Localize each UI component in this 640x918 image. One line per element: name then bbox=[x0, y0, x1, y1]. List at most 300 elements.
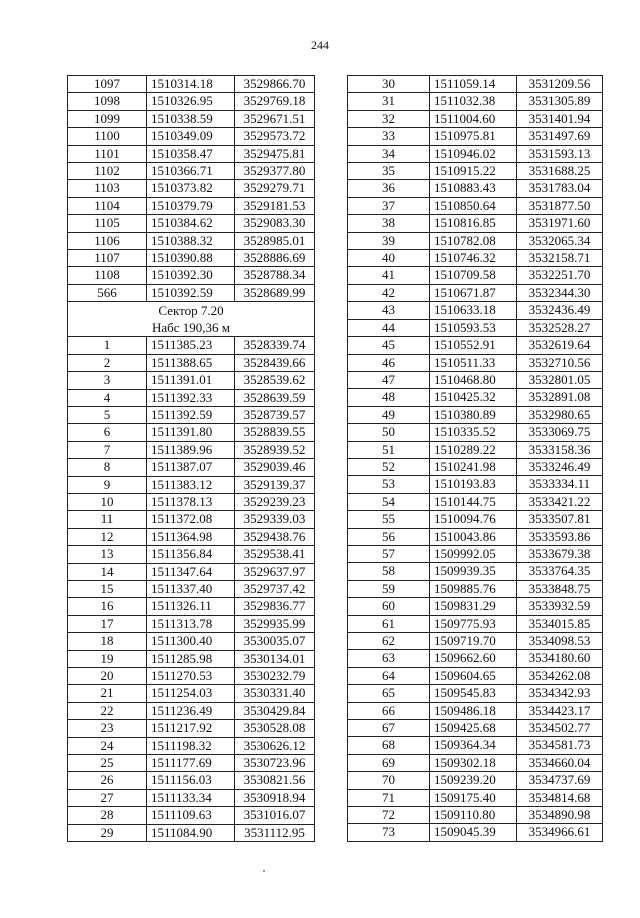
table-row bbox=[348, 789, 603, 806]
coord-x-cell: 1511378.13 bbox=[147, 493, 235, 510]
coord-y-cell: 3529935.99 bbox=[235, 615, 315, 632]
coord-y-cell: 3531016.07 bbox=[235, 807, 315, 824]
point-number-cell: 21 bbox=[68, 685, 147, 702]
coord-y-cell: 3530331.40 bbox=[235, 685, 315, 702]
coord-y-cell: 3531593.13 bbox=[517, 145, 603, 162]
coord-x-cell: 1510511.33 bbox=[430, 354, 517, 371]
coord-y-cell: 3529866.70 bbox=[235, 76, 315, 93]
point-number-cell: 34 bbox=[348, 145, 430, 162]
coord-y-cell: 3528985.01 bbox=[235, 232, 315, 249]
table-row bbox=[68, 284, 315, 301]
table-row bbox=[348, 337, 603, 354]
point-number-cell: 1101 bbox=[68, 145, 147, 162]
coord-y-cell: 3532251.70 bbox=[517, 267, 603, 284]
table-row bbox=[348, 807, 603, 824]
coord-y-cell: 3534423.17 bbox=[517, 702, 603, 719]
coord-y-cell: 3531112.95 bbox=[235, 824, 315, 841]
coord-y-cell: 3529279.71 bbox=[235, 180, 315, 197]
section-subtitle: Набс 190,36 м bbox=[151, 320, 231, 336]
coord-x-cell: 1511383.12 bbox=[147, 476, 235, 493]
coord-y-cell: 3533507.81 bbox=[517, 511, 603, 528]
table-row bbox=[68, 406, 315, 423]
table-row bbox=[348, 545, 603, 562]
coord-y-cell: 3532619.64 bbox=[517, 337, 603, 354]
left-table-rows-before bbox=[68, 76, 315, 302]
point-number-cell: 68 bbox=[348, 737, 430, 754]
point-number-cell: 30 bbox=[348, 76, 430, 93]
coord-x-cell: 1511387.07 bbox=[147, 459, 235, 476]
coord-y-cell: 3529538.41 bbox=[235, 546, 315, 563]
point-number-cell: 2 bbox=[68, 354, 147, 371]
coord-x-cell: 1511347.64 bbox=[147, 563, 235, 580]
point-number-cell: 55 bbox=[348, 511, 430, 528]
coord-x-cell: 1511300.40 bbox=[147, 633, 235, 650]
coord-y-cell: 3534737.69 bbox=[517, 772, 603, 789]
coord-x-cell: 1510241.98 bbox=[430, 458, 517, 475]
coord-y-cell: 3531497.69 bbox=[517, 128, 603, 145]
coord-x-cell: 1510335.52 bbox=[430, 424, 517, 441]
coord-x-cell: 1511391.01 bbox=[147, 372, 235, 389]
coord-x-cell: 1510366.71 bbox=[147, 163, 235, 180]
point-number-cell: 566 bbox=[68, 284, 147, 301]
point-number-cell: 51 bbox=[348, 441, 430, 458]
coord-y-cell: 3528689.99 bbox=[235, 284, 315, 301]
point-number-cell: 1104 bbox=[68, 197, 147, 214]
table-row bbox=[68, 789, 315, 806]
table-row bbox=[68, 389, 315, 406]
coord-x-cell: 1511254.03 bbox=[147, 685, 235, 702]
coord-x-cell: 1510975.81 bbox=[430, 128, 517, 145]
table-row bbox=[68, 528, 315, 545]
table-row bbox=[348, 389, 603, 406]
point-number-cell: 33 bbox=[348, 128, 430, 145]
point-number-cell: 40 bbox=[348, 250, 430, 267]
table-row bbox=[68, 197, 315, 214]
point-number-cell: 1103 bbox=[68, 180, 147, 197]
point-number-cell: 66 bbox=[348, 702, 430, 719]
coord-y-cell: 3532710.56 bbox=[517, 354, 603, 371]
coord-x-cell: 1511392.33 bbox=[147, 389, 235, 406]
point-number-cell: 1108 bbox=[68, 267, 147, 284]
coord-y-cell: 3533593.86 bbox=[517, 528, 603, 545]
table-row bbox=[348, 702, 603, 719]
table-row bbox=[68, 145, 315, 162]
coord-x-cell: 1510358.47 bbox=[147, 145, 235, 162]
table-row bbox=[348, 371, 603, 388]
coord-x-cell: 1510850.64 bbox=[430, 197, 517, 214]
table-row bbox=[348, 424, 603, 441]
coord-x-cell: 1509604.65 bbox=[430, 667, 517, 684]
point-number-cell: 46 bbox=[348, 354, 430, 371]
point-number-cell: 15 bbox=[68, 580, 147, 597]
coord-y-cell: 3534342.93 bbox=[517, 685, 603, 702]
table-row bbox=[348, 302, 603, 319]
table-row bbox=[348, 598, 603, 615]
point-number-cell: 63 bbox=[348, 650, 430, 667]
coord-x-cell: 1511385.23 bbox=[147, 337, 235, 354]
point-number-cell: 23 bbox=[68, 720, 147, 737]
point-number-cell: 9 bbox=[68, 476, 147, 493]
coord-y-cell: 3534180.60 bbox=[517, 650, 603, 667]
point-number-cell: 56 bbox=[348, 528, 430, 545]
point-number-cell: 52 bbox=[348, 458, 430, 475]
coord-x-cell: 1510671.87 bbox=[430, 284, 517, 301]
coord-x-cell: 1510425.32 bbox=[430, 389, 517, 406]
point-number-cell: 19 bbox=[68, 650, 147, 667]
coord-x-cell: 1510709.58 bbox=[430, 267, 517, 284]
coord-y-cell: 3532344.30 bbox=[517, 284, 603, 301]
coord-y-cell: 3529475.81 bbox=[235, 145, 315, 162]
table-row bbox=[348, 163, 603, 180]
table-row bbox=[68, 580, 315, 597]
coord-y-cell: 3528839.55 bbox=[235, 424, 315, 441]
table-row bbox=[68, 163, 315, 180]
coord-x-cell: 1509775.93 bbox=[430, 615, 517, 632]
coord-y-cell: 3531305.89 bbox=[517, 93, 603, 110]
coord-x-cell: 1510883.43 bbox=[430, 180, 517, 197]
table-row bbox=[68, 598, 315, 615]
coord-y-cell: 3530918.94 bbox=[235, 789, 315, 806]
coord-x-cell: 1511236.49 bbox=[147, 702, 235, 719]
table-row bbox=[68, 755, 315, 772]
table-row bbox=[348, 180, 603, 197]
table-row bbox=[68, 772, 315, 789]
section-header-row bbox=[68, 302, 315, 337]
table-row bbox=[348, 580, 603, 597]
coord-y-cell: 3533764.35 bbox=[517, 563, 603, 580]
coord-x-cell: 1510043.86 bbox=[430, 528, 517, 545]
coord-x-cell: 1509425.68 bbox=[430, 720, 517, 737]
table-row bbox=[68, 267, 315, 284]
point-number-cell: 1106 bbox=[68, 232, 147, 249]
table-row bbox=[348, 633, 603, 650]
coord-x-cell: 1509939.35 bbox=[430, 563, 517, 580]
point-number-cell: 67 bbox=[348, 720, 430, 737]
coord-y-cell: 3529836.77 bbox=[235, 598, 315, 615]
coord-x-cell: 1510094.76 bbox=[430, 511, 517, 528]
page-number: 244 bbox=[311, 38, 329, 52]
point-number-cell: 59 bbox=[348, 580, 430, 597]
coord-y-cell: 3534262.08 bbox=[517, 667, 603, 684]
point-number-cell: 5 bbox=[68, 406, 147, 423]
point-number-cell: 6 bbox=[68, 424, 147, 441]
point-number-cell: 1098 bbox=[68, 93, 147, 110]
coord-y-cell: 3531401.94 bbox=[517, 110, 603, 127]
coord-x-cell: 1510392.30 bbox=[147, 267, 235, 284]
coord-y-cell: 3528339.74 bbox=[235, 337, 315, 354]
point-number-cell: 69 bbox=[348, 754, 430, 771]
table-row bbox=[348, 215, 603, 232]
coord-y-cell: 3533932.59 bbox=[517, 598, 603, 615]
coord-y-cell: 3529181.53 bbox=[235, 197, 315, 214]
coord-y-cell: 3533334.11 bbox=[517, 476, 603, 493]
coord-x-cell: 1511337.40 bbox=[147, 580, 235, 597]
point-number-cell: 28 bbox=[68, 807, 147, 824]
coord-y-cell: 3530429.84 bbox=[235, 702, 315, 719]
coord-x-cell: 1510816.85 bbox=[430, 215, 517, 232]
coord-y-cell: 3528788.34 bbox=[235, 267, 315, 284]
coord-x-cell: 1511198.32 bbox=[147, 737, 235, 754]
table-row bbox=[68, 250, 315, 267]
coord-x-cell: 1510552.91 bbox=[430, 337, 517, 354]
coord-y-cell: 3533421.22 bbox=[517, 493, 603, 510]
table-row bbox=[348, 754, 603, 771]
coord-x-cell: 1511084.90 bbox=[147, 824, 235, 841]
coord-x-cell: 1510384.62 bbox=[147, 215, 235, 232]
left-table-rows-after bbox=[68, 337, 315, 842]
coord-y-cell: 3530723.96 bbox=[235, 755, 315, 772]
table-row bbox=[68, 493, 315, 510]
coord-x-cell: 1511388.65 bbox=[147, 354, 235, 371]
coord-x-cell: 1511392.59 bbox=[147, 406, 235, 423]
point-number-cell: 47 bbox=[348, 371, 430, 388]
coord-x-cell: 1510946.02 bbox=[430, 145, 517, 162]
coord-y-cell: 3529339.03 bbox=[235, 511, 315, 528]
coord-y-cell: 3529377.80 bbox=[235, 163, 315, 180]
table-row bbox=[348, 824, 603, 841]
point-number-cell: 50 bbox=[348, 424, 430, 441]
coord-y-cell: 3529083.30 bbox=[235, 215, 315, 232]
coord-y-cell: 3530035.07 bbox=[235, 633, 315, 650]
point-number-cell: 36 bbox=[348, 180, 430, 197]
section-header-cell bbox=[68, 302, 315, 337]
coord-y-cell: 3532891.08 bbox=[517, 389, 603, 406]
coord-x-cell: 1510373.82 bbox=[147, 180, 235, 197]
table-row bbox=[68, 824, 315, 841]
point-number-cell: 25 bbox=[68, 755, 147, 772]
coord-y-cell: 3534966.61 bbox=[517, 824, 603, 841]
point-number-cell: 8 bbox=[68, 459, 147, 476]
coord-y-cell: 3533246.49 bbox=[517, 458, 603, 475]
point-number-cell: 70 bbox=[348, 772, 430, 789]
coord-x-cell: 1511326.11 bbox=[147, 598, 235, 615]
point-number-cell: 10 bbox=[68, 493, 147, 510]
coord-y-cell: 3533158.36 bbox=[517, 441, 603, 458]
coord-x-cell: 1511270.53 bbox=[147, 668, 235, 685]
coord-x-cell: 1511364.98 bbox=[147, 528, 235, 545]
point-number-cell: 38 bbox=[348, 215, 430, 232]
coord-y-cell: 3531971.60 bbox=[517, 215, 603, 232]
coord-y-cell: 3531783.04 bbox=[517, 180, 603, 197]
coord-x-cell: 1509045.39 bbox=[430, 824, 517, 841]
coord-y-cell: 3529737.42 bbox=[235, 580, 315, 597]
coord-y-cell: 3532528.27 bbox=[517, 319, 603, 336]
point-number-cell: 1105 bbox=[68, 215, 147, 232]
point-number-cell: 54 bbox=[348, 493, 430, 510]
coord-x-cell: 1510326.95 bbox=[147, 93, 235, 110]
point-number-cell: 39 bbox=[348, 232, 430, 249]
coord-x-cell: 1510633.18 bbox=[430, 302, 517, 319]
coord-y-cell: 3528939.52 bbox=[235, 441, 315, 458]
table-row bbox=[68, 372, 315, 389]
table-row bbox=[348, 615, 603, 632]
table-row bbox=[348, 511, 603, 528]
coord-y-cell: 3528539.62 bbox=[235, 372, 315, 389]
table-row bbox=[348, 93, 603, 110]
point-number-cell: 32 bbox=[348, 110, 430, 127]
point-number-cell: 64 bbox=[348, 667, 430, 684]
coord-x-cell: 1509175.40 bbox=[430, 789, 517, 806]
point-number-cell: 31 bbox=[348, 93, 430, 110]
table-row bbox=[68, 720, 315, 737]
coord-x-cell: 1509719.70 bbox=[430, 633, 517, 650]
table-row bbox=[68, 459, 315, 476]
coord-x-cell: 1509110.80 bbox=[430, 807, 517, 824]
point-number-cell: 18 bbox=[68, 633, 147, 650]
coord-x-cell: 1511032.38 bbox=[430, 93, 517, 110]
coord-y-cell: 3532436.49 bbox=[517, 302, 603, 319]
point-number-cell: 1100 bbox=[68, 128, 147, 145]
point-number-cell: 1102 bbox=[68, 163, 147, 180]
coord-y-cell: 3531688.25 bbox=[517, 163, 603, 180]
coord-x-cell: 1510915.22 bbox=[430, 163, 517, 180]
table-row bbox=[348, 441, 603, 458]
scan-speck bbox=[263, 870, 265, 872]
coord-x-cell: 1511389.96 bbox=[147, 441, 235, 458]
coord-y-cell: 3529573.72 bbox=[235, 128, 315, 145]
coord-x-cell: 1509302.18 bbox=[430, 754, 517, 771]
table-row bbox=[348, 406, 603, 423]
table-row bbox=[348, 667, 603, 684]
coord-y-cell: 3528439.66 bbox=[235, 354, 315, 371]
table-row bbox=[68, 702, 315, 719]
coord-x-cell: 1511285.98 bbox=[147, 650, 235, 667]
table-row bbox=[68, 737, 315, 754]
coord-y-cell: 3532065.34 bbox=[517, 232, 603, 249]
coord-y-cell: 3534015.85 bbox=[517, 615, 603, 632]
coord-y-cell: 3530821.56 bbox=[235, 772, 315, 789]
table-row bbox=[68, 180, 315, 197]
coord-y-cell: 3534890.98 bbox=[517, 807, 603, 824]
table-row bbox=[68, 563, 315, 580]
coord-y-cell: 3530626.12 bbox=[235, 737, 315, 754]
coord-x-cell: 1510388.32 bbox=[147, 232, 235, 249]
table-row bbox=[348, 650, 603, 667]
point-number-cell: 58 bbox=[348, 563, 430, 580]
point-number-cell: 24 bbox=[68, 737, 147, 754]
coord-y-cell: 3529239.23 bbox=[235, 493, 315, 510]
coord-y-cell: 3531209.56 bbox=[517, 76, 603, 93]
point-number-cell: 3 bbox=[68, 372, 147, 389]
point-number-cell: 44 bbox=[348, 319, 430, 336]
table-row bbox=[68, 76, 315, 93]
coord-x-cell: 1510593.53 bbox=[430, 319, 517, 336]
coord-x-cell: 1511156.03 bbox=[147, 772, 235, 789]
coord-y-cell: 3529769.18 bbox=[235, 93, 315, 110]
coord-x-cell: 1510468.80 bbox=[430, 371, 517, 388]
coord-y-cell: 3533069.75 bbox=[517, 424, 603, 441]
point-number-cell: 1 bbox=[68, 337, 147, 354]
coord-y-cell: 3529637.97 bbox=[235, 563, 315, 580]
coord-x-cell: 1510144.75 bbox=[430, 493, 517, 510]
table-row bbox=[68, 110, 315, 127]
point-number-cell: 1097 bbox=[68, 76, 147, 93]
coord-x-cell: 1511313.78 bbox=[147, 615, 235, 632]
point-number-cell: 45 bbox=[348, 337, 430, 354]
table-row bbox=[348, 267, 603, 284]
point-number-cell: 37 bbox=[348, 197, 430, 214]
coord-x-cell: 1510782.08 bbox=[430, 232, 517, 249]
table-row bbox=[68, 650, 315, 667]
table-row bbox=[68, 215, 315, 232]
right-table-rows bbox=[348, 76, 603, 842]
table-row bbox=[68, 354, 315, 371]
coord-x-cell: 1509364.34 bbox=[430, 737, 517, 754]
table-row bbox=[348, 737, 603, 754]
point-number-cell: 7 bbox=[68, 441, 147, 458]
point-number-cell: 72 bbox=[348, 807, 430, 824]
point-number-cell: 13 bbox=[68, 546, 147, 563]
table-row bbox=[348, 772, 603, 789]
table-row bbox=[348, 197, 603, 214]
coord-y-cell: 3528639.59 bbox=[235, 389, 315, 406]
table-row bbox=[348, 128, 603, 145]
section-title: Сектор 7.20 bbox=[158, 303, 224, 319]
table-row bbox=[68, 807, 315, 824]
table-row bbox=[68, 546, 315, 563]
point-number-cell: 22 bbox=[68, 702, 147, 719]
coord-x-cell: 1510380.89 bbox=[430, 406, 517, 423]
coord-x-cell: 1511391.80 bbox=[147, 424, 235, 441]
coord-x-cell: 1510390.88 bbox=[147, 250, 235, 267]
table-row bbox=[348, 476, 603, 493]
point-number-cell: 17 bbox=[68, 615, 147, 632]
point-number-cell: 43 bbox=[348, 302, 430, 319]
coord-x-cell: 1510193.83 bbox=[430, 476, 517, 493]
coord-y-cell: 3534581.73 bbox=[517, 737, 603, 754]
point-number-cell: 16 bbox=[68, 598, 147, 615]
coord-x-cell: 1510349.09 bbox=[147, 128, 235, 145]
table-row bbox=[68, 685, 315, 702]
table-row bbox=[348, 528, 603, 545]
point-number-cell: 27 bbox=[68, 789, 147, 806]
coord-x-cell: 1511004.60 bbox=[430, 110, 517, 127]
table-row bbox=[68, 337, 315, 354]
coord-x-cell: 1509885.76 bbox=[430, 580, 517, 597]
point-number-cell: 61 bbox=[348, 615, 430, 632]
point-number-cell: 35 bbox=[348, 163, 430, 180]
table-row bbox=[68, 93, 315, 110]
coord-y-cell: 3530528.08 bbox=[235, 720, 315, 737]
coord-x-cell: 1510338.59 bbox=[147, 110, 235, 127]
table-row bbox=[68, 232, 315, 249]
coord-y-cell: 3533679.38 bbox=[517, 545, 603, 562]
coord-y-cell: 3534502.77 bbox=[517, 720, 603, 737]
coord-x-cell: 1510379.79 bbox=[147, 197, 235, 214]
table-row bbox=[348, 493, 603, 510]
point-number-cell: 73 bbox=[348, 824, 430, 841]
table-row bbox=[68, 511, 315, 528]
coord-x-cell: 1511356.84 bbox=[147, 546, 235, 563]
coord-y-cell: 3532980.65 bbox=[517, 406, 603, 423]
section-header-block bbox=[68, 302, 315, 337]
point-number-cell: 48 bbox=[348, 389, 430, 406]
coord-x-cell: 1509831.29 bbox=[430, 598, 517, 615]
coord-y-cell: 3534660.04 bbox=[517, 754, 603, 771]
table-row bbox=[348, 232, 603, 249]
coord-y-cell: 3534098.53 bbox=[517, 633, 603, 650]
coord-y-cell: 3529671.51 bbox=[235, 110, 315, 127]
point-number-cell: 42 bbox=[348, 284, 430, 301]
table-row bbox=[348, 284, 603, 301]
point-number-cell: 29 bbox=[68, 824, 147, 841]
coord-x-cell: 1509545.83 bbox=[430, 685, 517, 702]
point-number-cell: 57 bbox=[348, 545, 430, 562]
coord-x-cell: 1510392.59 bbox=[147, 284, 235, 301]
point-number-cell: 1107 bbox=[68, 250, 147, 267]
coordinates-table-left bbox=[67, 75, 315, 842]
table-row bbox=[68, 128, 315, 145]
